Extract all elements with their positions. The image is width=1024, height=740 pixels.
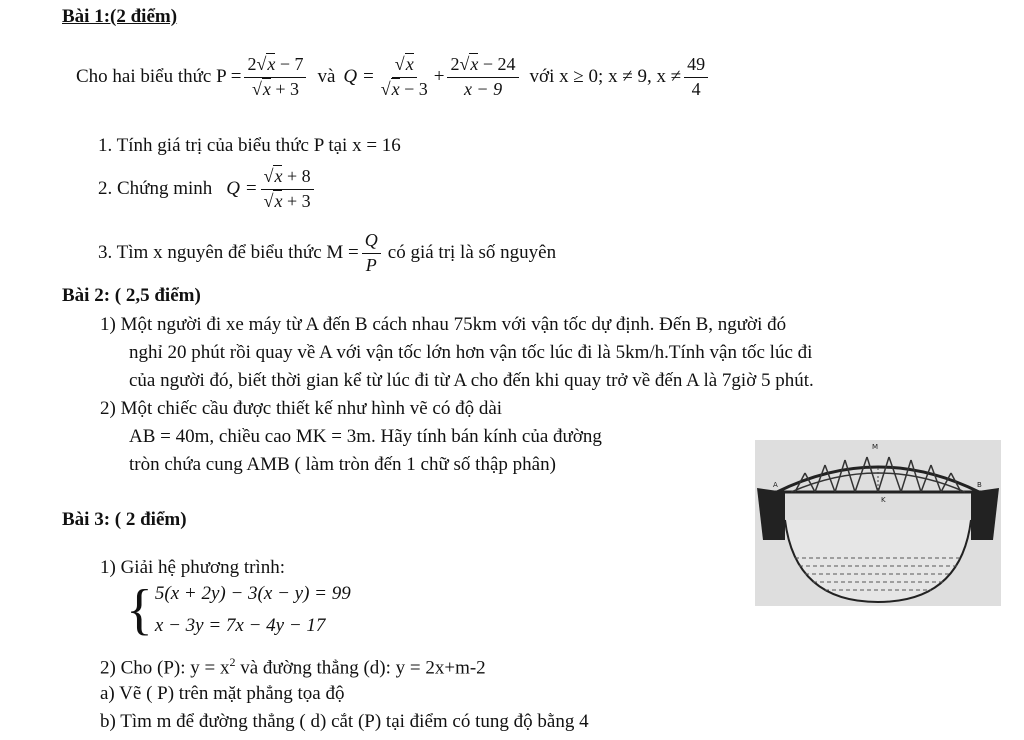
q1-den-rest: − 3 xyxy=(399,78,428,99)
label-a: A xyxy=(773,481,778,489)
equation-2: x − 3y = 7x − 4y − 17 xyxy=(154,615,326,636)
radical-sign: √ xyxy=(256,54,267,74)
label-m: M xyxy=(872,443,879,451)
bai3-p1: 1) Giải hệ phương trình: xyxy=(100,557,285,578)
system-brace: { xyxy=(126,579,153,641)
radicand-x: x xyxy=(391,78,400,99)
m-den: P xyxy=(365,254,377,275)
p-num-coef: 2 xyxy=(247,54,257,74)
p-num-rest: − 7 xyxy=(275,54,304,74)
radicand-x: x xyxy=(470,54,479,74)
radical-sign: √ xyxy=(459,54,470,74)
bai2-p1-line2: nghỉ 20 phút rồi quay về A với vận tốc lớn hơn vận tốc lúc đi là 5km/h.Tính vận tốc lúc đi xyxy=(129,342,813,363)
bai2-p2-line3: tròn chứa cung AMB ( làm tròn đến 1 chữ số thập phân) xyxy=(129,454,556,475)
system-lines xyxy=(155,578,351,642)
bai3-pa: a) Vẽ ( P) trên mặt phẳng tọa độ xyxy=(100,683,345,704)
cond-num: 49 xyxy=(684,54,708,78)
m-num: Q xyxy=(362,230,381,254)
bai2-p1-line3: của người đó, biết thời gian kể từ lúc đi từ A cho đến khi quay trở về đến A là 7giờ 5 phút. xyxy=(129,370,814,391)
bai1-q1: 1. Tính giá trị của biểu thức P tại x = 16 xyxy=(98,135,401,156)
bridge-figure xyxy=(755,440,1001,606)
fraction-q2 xyxy=(447,54,518,100)
plus-sign: + xyxy=(433,66,445,88)
radical-sign: √ xyxy=(251,78,262,99)
p2-suffix: và đường thẳng (d): y = 2x+m-2 xyxy=(235,657,486,679)
equation-system xyxy=(126,578,351,642)
radicand-x: x xyxy=(274,166,283,186)
q3-suffix: có giá trị là số nguyên xyxy=(387,242,557,264)
radicand-x: x xyxy=(267,54,276,74)
intro-prefix: Cho hai biểu thức P = xyxy=(76,66,242,88)
q2-prefix: 2. Chứng minh xyxy=(98,178,213,200)
bai2-p1-line1: 1) Một người đi xe máy từ A đến B cách nhau 75km với vận tốc dự định. Đến B, người đó xyxy=(100,314,787,335)
q-proof-num-rest: + 8 xyxy=(282,166,311,186)
radicand-x: x xyxy=(405,54,414,74)
fraction-q-proof xyxy=(261,166,314,212)
fraction-q1 xyxy=(378,54,431,100)
fraction-p xyxy=(244,54,306,100)
cond-den: 4 xyxy=(691,78,701,99)
bai1-title: Bài 1:(2 điểm) xyxy=(62,6,178,27)
bai3-title: Bài 3: ( 2 điểm) xyxy=(62,509,187,530)
p2-prefix: 2) Cho (P): y = x xyxy=(100,657,230,679)
radicand-x: x xyxy=(274,190,283,211)
fraction-cond xyxy=(684,54,708,100)
and-word: và xyxy=(317,66,336,88)
q3-prefix: 3. Tìm x nguyên để biểu thức M = xyxy=(98,242,359,264)
bai1-q2 xyxy=(98,166,317,212)
radical-sign: √ xyxy=(380,78,391,99)
radical-sign: √ xyxy=(394,54,405,74)
p2-exponent: 2 xyxy=(229,655,236,669)
radical-sign: √ xyxy=(263,190,274,211)
bridge-drawing xyxy=(755,440,1001,606)
equation-1: 5(x + 2y) − 3(x − y) = 99 xyxy=(154,583,351,604)
bai3-p2 xyxy=(100,655,486,679)
radicand-x: x xyxy=(262,78,271,99)
q2-num-rest: − 24 xyxy=(478,54,516,74)
bai3-pb: b) Tìm m để đường thẳng ( d) cắt (P) tại điểm có tung độ bằng 4 xyxy=(100,711,589,732)
condition: với x ≥ 0; x ≠ 9, x ≠ xyxy=(529,66,682,88)
q-proof-den-rest: + 3 xyxy=(282,190,311,211)
q-label: Q = xyxy=(226,178,258,200)
bai2-p2-line1: 2) Một chiếc cầu được thiết kế như hình vẽ có độ dài xyxy=(100,398,503,419)
bai1-q3 xyxy=(98,230,556,276)
q-label: Q = xyxy=(343,66,375,88)
radical-sign: √ xyxy=(263,166,274,186)
fraction-m xyxy=(362,230,381,276)
label-b: B xyxy=(977,481,982,489)
bai2-title: Bài 2: ( 2,5 điểm) xyxy=(62,285,201,306)
bai2-p2-line2: AB = 40m, chiều cao MK = 3m. Hãy tính bán kính của đường xyxy=(129,426,602,447)
p-den-rest: + 3 xyxy=(270,78,299,99)
q2-den: x − 9 xyxy=(463,78,503,99)
bai1-intro xyxy=(76,54,711,100)
q2-num-coef: 2 xyxy=(450,54,460,74)
label-k: K xyxy=(881,496,886,504)
